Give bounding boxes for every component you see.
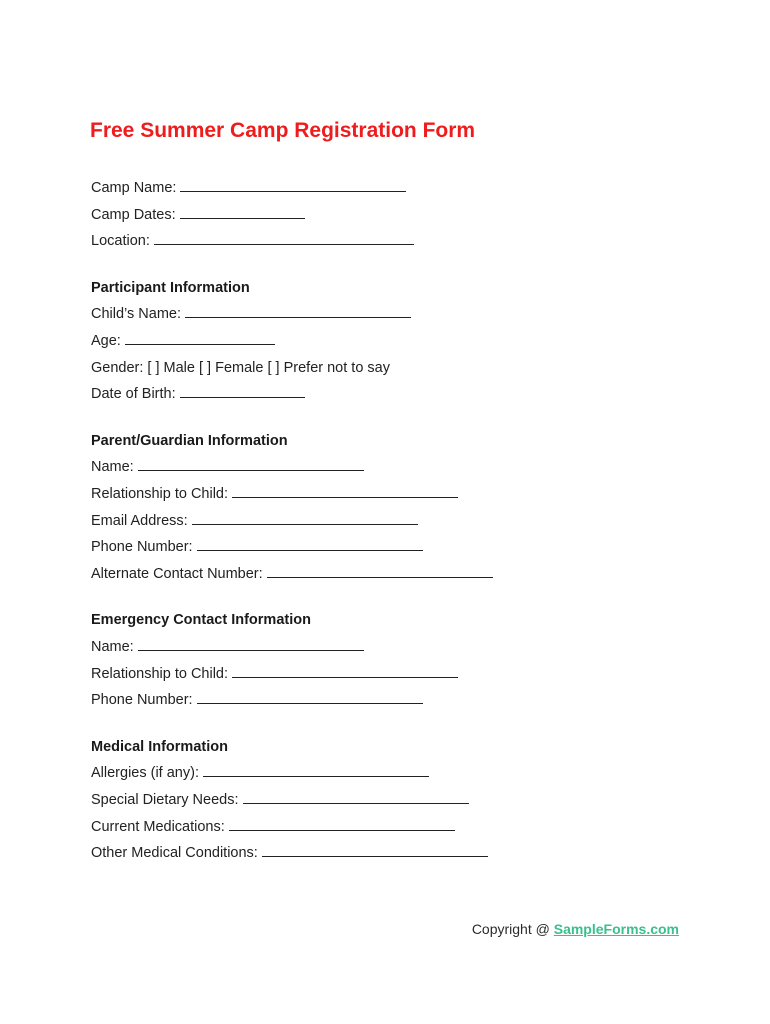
guardian-phone-row (91, 538, 423, 556)
participant-heading: Participant Information (91, 280, 250, 296)
emergency-relationship-row (91, 665, 458, 683)
guardian-email-row (91, 512, 418, 530)
guardian-heading: Parent/Guardian Information (91, 433, 288, 449)
guardian-alternate-label: Alternate Contact Number: (91, 566, 263, 582)
guardian-relationship-label: Relationship to Child: (91, 486, 229, 502)
date-of-birth-label: Date of Birth: (91, 386, 176, 402)
emergency-heading: Emergency Contact Information (91, 612, 311, 628)
childs-name-label: Child’s Name: (91, 306, 181, 322)
childs-name-blank[interactable] (185, 305, 411, 318)
allergies-label: Allergies (if any): (91, 765, 199, 781)
other-conditions-blank[interactable] (262, 844, 488, 857)
emergency-relationship-blank[interactable] (232, 665, 458, 678)
allergies-row (91, 764, 429, 782)
medications-blank[interactable] (229, 818, 455, 831)
camp-dates-row (91, 206, 305, 224)
emergency-name-blank[interactable] (138, 638, 364, 651)
emergency-name-label: Name: (91, 639, 134, 655)
dietary-row (91, 791, 469, 809)
guardian-alternate-blank[interactable] (267, 565, 493, 578)
emergency-relationship-label: Relationship to Child: (91, 666, 229, 682)
childs-name-row (91, 305, 411, 323)
location-row (91, 232, 414, 250)
emergency-phone-blank[interactable] (197, 691, 423, 704)
guardian-email-blank[interactable] (192, 512, 418, 525)
location-blank[interactable] (154, 232, 414, 245)
copyright-footer (472, 921, 679, 937)
camp-name-label: Camp Name: (91, 180, 177, 196)
allergies-blank[interactable] (203, 764, 429, 777)
location-label: Location: (91, 233, 150, 249)
camp-dates-label: Camp Dates: (91, 207, 176, 223)
emergency-phone-label: Phone Number: (91, 692, 193, 708)
copyright-prefix: Copyright @ (471, 921, 554, 937)
medical-heading: Medical Information (91, 739, 228, 755)
gender-row[interactable]: Gender: [ ] Male [ ] Female [ ] Prefer not to say (91, 360, 390, 376)
sampleforms-link[interactable]: SampleForms.com (553, 921, 679, 937)
guardian-relationship-row (91, 485, 458, 503)
date-of-birth-blank[interactable] (180, 385, 305, 398)
emergency-phone-row (91, 691, 423, 709)
other-conditions-row (91, 844, 488, 862)
age-label: Age: (91, 333, 121, 349)
emergency-name-row (91, 638, 364, 656)
camp-name-blank[interactable] (180, 179, 406, 192)
medications-row (91, 818, 455, 836)
guardian-name-label: Name: (91, 459, 134, 475)
guardian-relationship-blank[interactable] (232, 485, 458, 498)
age-row (91, 332, 275, 350)
guardian-alternate-row (91, 565, 493, 583)
camp-name-row (91, 179, 406, 197)
date-of-birth-row (91, 385, 305, 403)
guardian-phone-blank[interactable] (197, 538, 423, 551)
guardian-name-blank[interactable] (138, 458, 364, 471)
medications-label: Current Medications: (91, 819, 225, 835)
dietary-blank[interactable] (243, 791, 469, 804)
guardian-phone-label: Phone Number: (91, 539, 193, 555)
guardian-email-label: Email Address: (91, 513, 188, 529)
form-title: Free Summer Camp Registration Form (90, 119, 476, 142)
age-blank[interactable] (125, 332, 275, 345)
camp-dates-blank[interactable] (180, 206, 305, 219)
dietary-label: Special Dietary Needs: (91, 792, 239, 808)
guardian-name-row (91, 458, 364, 476)
other-conditions-label: Other Medical Conditions: (91, 845, 258, 861)
